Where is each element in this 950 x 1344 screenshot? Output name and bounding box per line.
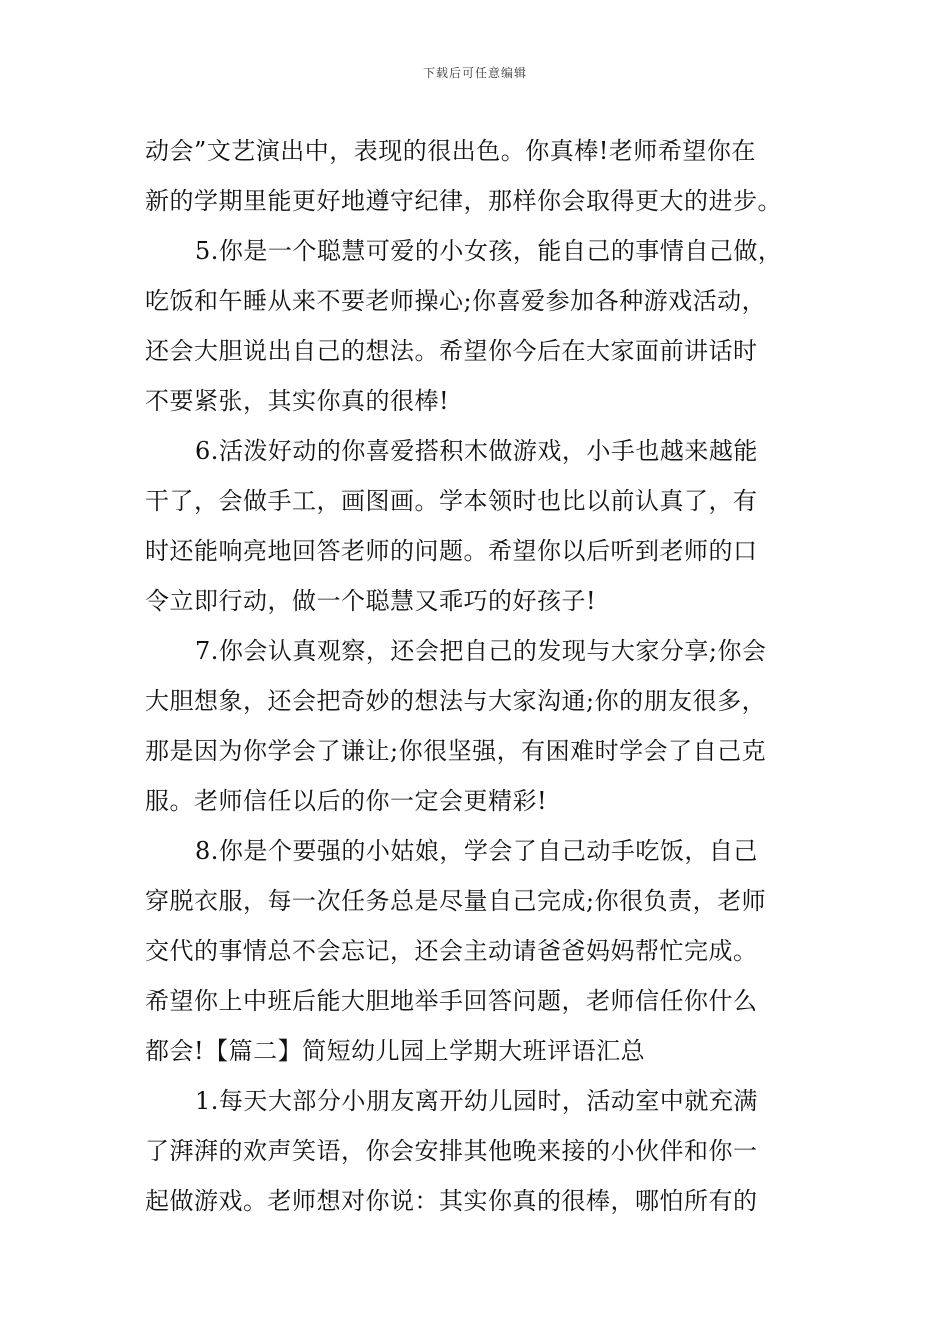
text-line: 不要紧张，其实你真的很棒!	[145, 387, 450, 415]
text-line: 动会”文艺演出中，表现的很出色。你真棒!老师希望你在	[145, 137, 756, 165]
body-text	[145, 126, 825, 1226]
text-line: 那是因为你学会了谦让;你很坚强，有困难时学会了自己克	[145, 737, 767, 765]
text-line: 吃饭和午睡从来不要老师操心;你喜爱参加各种游戏活动，	[145, 287, 767, 315]
paragraph-start-line: 1.每天大部分小朋友离开幼儿园时，活动室中就充满	[195, 1087, 758, 1115]
text-line: 希望你上中班后能大胆地举手回答问题，老师信任你什么	[145, 987, 758, 1015]
text-line: 起做游戏。老师想对你说：其实你真的很棒，哪怕所有的	[145, 1187, 758, 1215]
text-line: 穿脱衣服，每一次任务总是尽量自己完成;你很负责，老师	[145, 887, 767, 915]
paragraph-start-line: 6.活泼好动的你喜爱搭积木做游戏，小手也越来越能	[195, 437, 758, 465]
text-line: 服。老师信任以后的你一定会更精彩!	[145, 787, 548, 815]
text-line: 了湃湃的欢声笑语，你会安排其他晚来接的小伙伴和你一	[145, 1137, 758, 1165]
text-line: 交代的事情总不会忘记，还会主动请爸爸妈妈帮忙完成。	[145, 937, 758, 965]
text-line: 都会!【篇二】简短幼儿园上学期大班评语汇总	[145, 1037, 646, 1065]
paragraph-start-line: 5.你是一个聪慧可爱的小女孩，能自己的事情自己做，	[195, 237, 783, 265]
text-line: 时还能响亮地回答老师的问题。希望你以后听到老师的口	[145, 537, 758, 565]
paragraph-start-line: 7.你会认真观察，还会把自己的发现与大家分享;你会	[195, 637, 767, 665]
text-line: 还会大胆说出自己的想法。希望你今后在大家面前讲话时	[145, 337, 758, 365]
text-line: 大胆想象，还会把奇妙的想法与大家沟通;你的朋友很多，	[145, 687, 767, 715]
page-header: 下载后可任意编辑	[422, 66, 527, 80]
text-line: 令立即行动，做一个聪慧又乖巧的好孩子!	[145, 587, 597, 615]
text-line: 干了，会做手工，画图画。学本领时也比以前认真了，有	[145, 487, 758, 515]
text-line: 新的学期里能更好地遵守纪律，那样你会取得更大的进步。	[145, 187, 782, 215]
paragraph-start-line: 8.你是个要强的小姑娘，学会了自己动手吃饭，自己	[195, 837, 758, 865]
